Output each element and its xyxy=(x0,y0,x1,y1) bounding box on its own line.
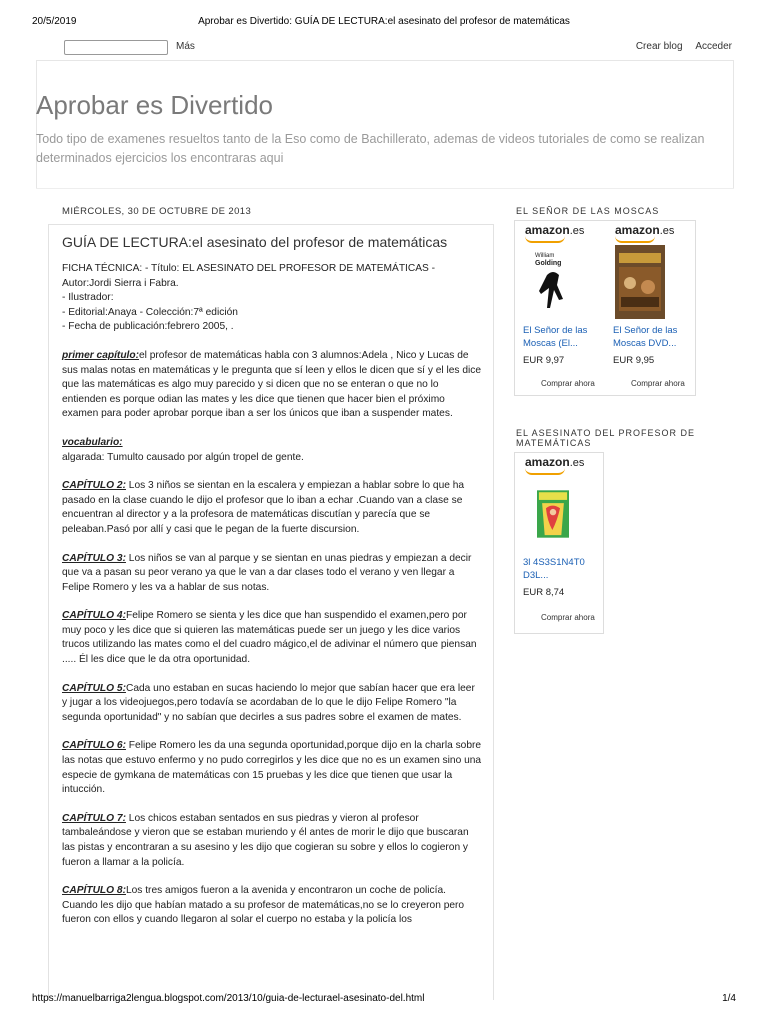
print-date: 20/5/2019 xyxy=(32,16,77,27)
chapter-paragraph xyxy=(62,609,482,667)
amazon-smile-icon xyxy=(615,236,655,243)
product-price: EUR 9,97 xyxy=(523,355,565,366)
chapter-paragraph xyxy=(62,884,482,928)
chapter-list xyxy=(62,349,482,928)
print-url: https://manuelbarriga2lengua.blogspot.com/2013/10/guia-de-lecturael-asesinato-del.html xyxy=(32,993,425,1004)
buy-now-button[interactable]: Comprar ahora xyxy=(541,379,595,388)
chapter-text: Los chicos estaban sentados en sus piedras y vieron al profesor tambaleándose y vieron que se estaban muriendo y él antes de morir le dijo que buscaran las pistas y encontraran a su asesino y les dijo que cogieran su sobre y ellos lo cogieron y fueron a llamar a la policía. xyxy=(62,812,469,868)
amazon-widget-asesinato xyxy=(514,452,604,634)
blog-description: Todo tipo de examenes resueltos tanto de la Eso como de Bachillerato, ademas de videos tutoriales de como se realizan determinados ejercicios los encontraras aqui xyxy=(36,132,705,165)
amazon-logo: amazon.es xyxy=(525,223,585,237)
print-page-title: Aprobar es Divertido: GUÍA DE LECTURA:el asesinato del profesor de matemáticas xyxy=(198,16,570,27)
chapter-paragraph xyxy=(62,682,482,726)
print-page-number: 1/4 xyxy=(722,993,736,1004)
chapter-heading: CAPÍTULO 5: xyxy=(62,682,126,694)
svg-text:Golding: Golding xyxy=(535,260,562,267)
chapter-paragraph xyxy=(62,436,482,465)
navbar-actions xyxy=(626,41,732,52)
post-title[interactable]: GUÍA DE LECTURA:el asesinato del profesor de matemáticas xyxy=(62,234,448,250)
chapter-heading: CAPÍTULO 2: xyxy=(62,480,126,492)
chapter-heading: CAPÍTULO 4: xyxy=(62,610,126,622)
book-cover-image[interactable] xyxy=(525,245,575,319)
buy-now-button[interactable]: Comprar ahora xyxy=(541,613,595,622)
amazon-smile-icon xyxy=(525,236,565,243)
post-date: MIÉRCOLES, 30 DE OCTUBRE DE 2013 xyxy=(62,206,252,217)
chapter-text: Felipe Romero les da una segunda oportunidad,porque dijo en la charla sobre las notas que estuvo enfermo y no pudo corregirlos y les dice que no es un examen sino una especie de gymkana de matemáticas con 15 pruebas y les dice que tienen que usar la intucción. xyxy=(62,740,482,796)
svg-text:William: William xyxy=(535,253,555,259)
amazon-widget-moscas xyxy=(514,220,696,396)
chapter-paragraph xyxy=(62,739,482,797)
login-link[interactable]: Acceder xyxy=(695,41,732,52)
blog-title[interactable]: Aprobar es Divertido xyxy=(36,90,273,120)
chapter-text: Cada uno estaban en sucas haciendo lo mejor que sabían hacer que era leer y jugar a los videojuegos,pero todavía se acordaban de lo que le dijo Felipe Romero "la segunda oportunidad" y no sabían que decirles a sus padres sobre el examen de mates. xyxy=(62,682,475,723)
chapter-heading: CAPÍTULO 8: xyxy=(62,885,126,897)
chapter-paragraph xyxy=(62,812,482,870)
widget-title-moscas: EL SEÑOR DE LAS MOSCAS xyxy=(516,206,660,216)
chapter-paragraph xyxy=(62,349,482,422)
chapter-heading: primer capítulo: xyxy=(62,349,139,361)
chapter-heading: CAPÍTULO 3: xyxy=(62,552,126,564)
book-cover-image[interactable] xyxy=(537,477,569,551)
chapter-paragraph xyxy=(62,552,482,596)
buy-now-button[interactable]: Comprar ahora xyxy=(631,379,685,388)
chapter-heading: CAPÍTULO 6: xyxy=(62,740,126,752)
amazon-product[interactable] xyxy=(515,221,605,395)
product-link[interactable]: El Señor de las Moscas (El... xyxy=(523,325,588,349)
search-input[interactable] xyxy=(64,40,168,55)
amazon-logo: amazon.es xyxy=(525,455,585,469)
chapter-text: algarada: Tumulto causado por algún tropel de gente. xyxy=(62,451,304,463)
chapter-text: Los 3 niños se sientan en la escalera y empiezan a hablar sobre lo que ha pasado en la clase cuando le dijo el profesor que lo iban a echar .Cuando van a clase se encuentran al director y a la profesora de matemáticas discutían y parecía que se peleaban.Pasó por allí y casi que le pegan de la fuerte discursion. xyxy=(62,480,465,535)
create-blog-link[interactable]: Crear blog xyxy=(635,41,683,52)
widget-title-asesinato: EL ASESINATO DEL PROFESOR DE MATEMÁTICAS xyxy=(516,428,696,448)
product-price: EUR 8,74 xyxy=(523,587,565,598)
chapter-heading: vocabulario: xyxy=(62,436,123,448)
amazon-smile-icon xyxy=(525,468,565,475)
navbar xyxy=(32,38,736,60)
chapter-text: Los niños se van al parque y se sientan en unas piedras y empiezan a decir que va a pasan su peor verano ya que le van a dar clases todo el verano y ven llegar a Felipe Romero y les va a hablar de sus notas. xyxy=(62,552,472,593)
print-footer xyxy=(32,993,736,1007)
dvd-cover-image[interactable] xyxy=(615,245,665,319)
more-link[interactable]: Más xyxy=(176,41,195,52)
product-link[interactable]: 3l 4S3S1N4T0 D3L... xyxy=(523,557,585,581)
chapter-text: Felipe Romero se sienta y les dice que han suspendido el examen,pero por muy poco y les dice que si quieren las matemáticas puede ser un juego y les dice varios trucos utilizando las mates como el del cuadro mágico,el de adivinar el número que piensan ..... Él les dice que le da otra oportunidad. xyxy=(62,610,477,666)
product-price: EUR 9,95 xyxy=(613,355,655,366)
amazon-product[interactable] xyxy=(515,453,605,633)
post-body xyxy=(62,262,482,942)
chapter-text: Los tres amigos fueron a la avenida y encontraron un coche de policía. Cuando les dijo que habían matado a su profesor de matemáticas,no se lo creyeron pero fueron con ellos y cuando llegaron al solar el cuerpo no estaba y la policía los xyxy=(62,885,465,926)
ficha-tecnica: FICHA TÉCNICA: - Título: EL ASESINATO DEL PROFESOR DE MATEMÁTICAS - Autor:Jordi Sierra i Fabra. - Ilustrador: - Editorial:Anaya - Colección:7ª edición - Fecha de publicación:febrero 2005, . xyxy=(62,263,436,333)
amazon-product[interactable] xyxy=(605,221,695,395)
chapter-heading: CAPÍTULO 7: xyxy=(62,812,126,824)
product-link[interactable]: El Señor de las Moscas DVD... xyxy=(613,325,678,349)
print-header xyxy=(32,16,736,30)
amazon-logo: amazon.es xyxy=(615,223,675,237)
chapter-paragraph xyxy=(62,479,482,537)
chapter-text: el profesor de matemáticas habla con 3 alumnos:Adela , Nico y Lucas de sus malas notas en matemáticas y le pregunta que sí leen y ellos le dicen que sí y el les dice que las matemáticas es algo muy parecido y si dicen que no se enteran o que no lo entienden es porque odian las mates y les dice que tienen que hacer bien el próximo examen para poder aprobar porque iban a ser los únicos que iban a suspender mates. xyxy=(62,349,482,420)
